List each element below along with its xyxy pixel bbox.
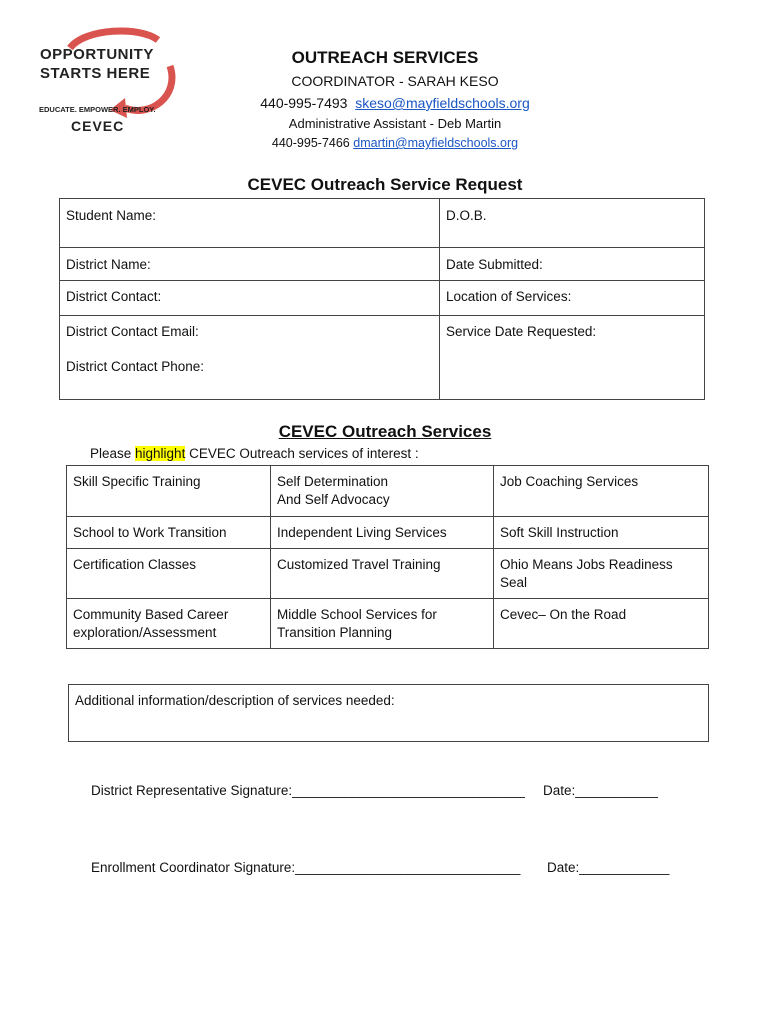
- service-line: Ohio Means Jobs Readiness Seal: [500, 557, 673, 590]
- service-cell[interactable]: [271, 466, 494, 517]
- form-divider: [60, 315, 704, 316]
- intro-highlight: highlight: [135, 446, 186, 461]
- location-of-services-field[interactable]: Location of Services:: [446, 289, 572, 304]
- district-contact-email-field[interactable]: District Contact Email:: [66, 324, 199, 339]
- date-submitted-field[interactable]: Date Submitted:: [446, 257, 543, 272]
- request-form-title: CEVEC Outreach Service Request: [247, 175, 523, 194]
- table-row: [67, 517, 709, 549]
- logo-line1: OPPORTUNITY: [40, 46, 154, 63]
- district-rep-date-line[interactable]: Date:___________: [543, 783, 658, 798]
- table-row: [67, 466, 709, 517]
- intro-text: CEVEC Outreach services of interest :: [185, 446, 419, 461]
- service-cell[interactable]: [271, 599, 494, 649]
- form-divider: [60, 280, 704, 281]
- assistant-email-link[interactable]: dmartin@mayfieldschools.org: [353, 136, 519, 150]
- coordinator-phone: 440-995-7493: [260, 95, 348, 111]
- form-divider: [60, 247, 704, 248]
- service-line: Community Based Career exploration/Assessment: [73, 607, 229, 640]
- service-cell[interactable]: Cevec– On the Road: [494, 599, 709, 649]
- service-cell[interactable]: Soft Skill Instruction: [494, 517, 709, 549]
- form-divider: [439, 199, 440, 399]
- coordinator-contact: [0, 95, 770, 111]
- intro-text: Please: [90, 446, 136, 461]
- district-contact-field[interactable]: District Contact:: [66, 289, 162, 304]
- services-intro: [90, 446, 419, 461]
- logo-name: CEVEC: [71, 118, 125, 134]
- service-cell[interactable]: School to Work Transition: [67, 517, 271, 549]
- service-cell[interactable]: Independent Living Services: [271, 517, 494, 549]
- service-cell[interactable]: [67, 599, 271, 649]
- assistant-line: Administrative Assistant - Deb Martin: [288, 116, 502, 131]
- assistant-phone: 440-995-7466: [271, 136, 350, 150]
- service-cell[interactable]: Skill Specific Training: [67, 466, 271, 517]
- coordinator-line: COORDINATOR - SARAH KESO: [291, 73, 499, 89]
- assistant-contact: [0, 136, 770, 150]
- dob-field[interactable]: D.O.B.: [446, 208, 487, 223]
- service-cell[interactable]: Certification Classes: [67, 549, 271, 599]
- district-name-field[interactable]: District Name:: [66, 257, 151, 272]
- services-title: CEVEC Outreach Services: [278, 422, 492, 441]
- table-row: [67, 599, 709, 649]
- service-cell[interactable]: Customized Travel Training: [271, 549, 494, 599]
- service-date-requested-field[interactable]: Service Date Requested:: [446, 324, 597, 339]
- request-form: [59, 198, 705, 400]
- table-row: [67, 549, 709, 599]
- service-cell[interactable]: [494, 549, 709, 599]
- additional-info-label: Additional information/description of services needed:: [75, 693, 395, 708]
- district-rep-signature-line[interactable]: District Representative Signature:_______________________________: [91, 783, 525, 798]
- service-cell[interactable]: Job Coaching Services: [494, 466, 709, 517]
- logo-line2: STARTS HERE: [40, 65, 151, 82]
- district-contact-phone-field[interactable]: District Contact Phone:: [66, 359, 205, 374]
- service-line: Self Determination And Self Advocacy: [277, 474, 390, 507]
- services-table: [66, 465, 709, 649]
- page-title: OUTREACH SERVICES: [291, 48, 479, 67]
- enrollment-date-line[interactable]: Date:____________: [547, 860, 670, 875]
- enrollment-signature-line[interactable]: Enrollment Coordinator Signature:______________________________: [91, 860, 521, 875]
- logo-tagline: EDUCATE. EMPOWER. EMPLOY.: [39, 105, 156, 114]
- service-line: Middle School Services for Transition Planning: [277, 607, 437, 640]
- additional-info-box[interactable]: [68, 684, 709, 742]
- coordinator-email-link[interactable]: skeso@mayfieldschools.org: [355, 95, 530, 111]
- student-name-field[interactable]: Student Name:: [66, 208, 157, 223]
